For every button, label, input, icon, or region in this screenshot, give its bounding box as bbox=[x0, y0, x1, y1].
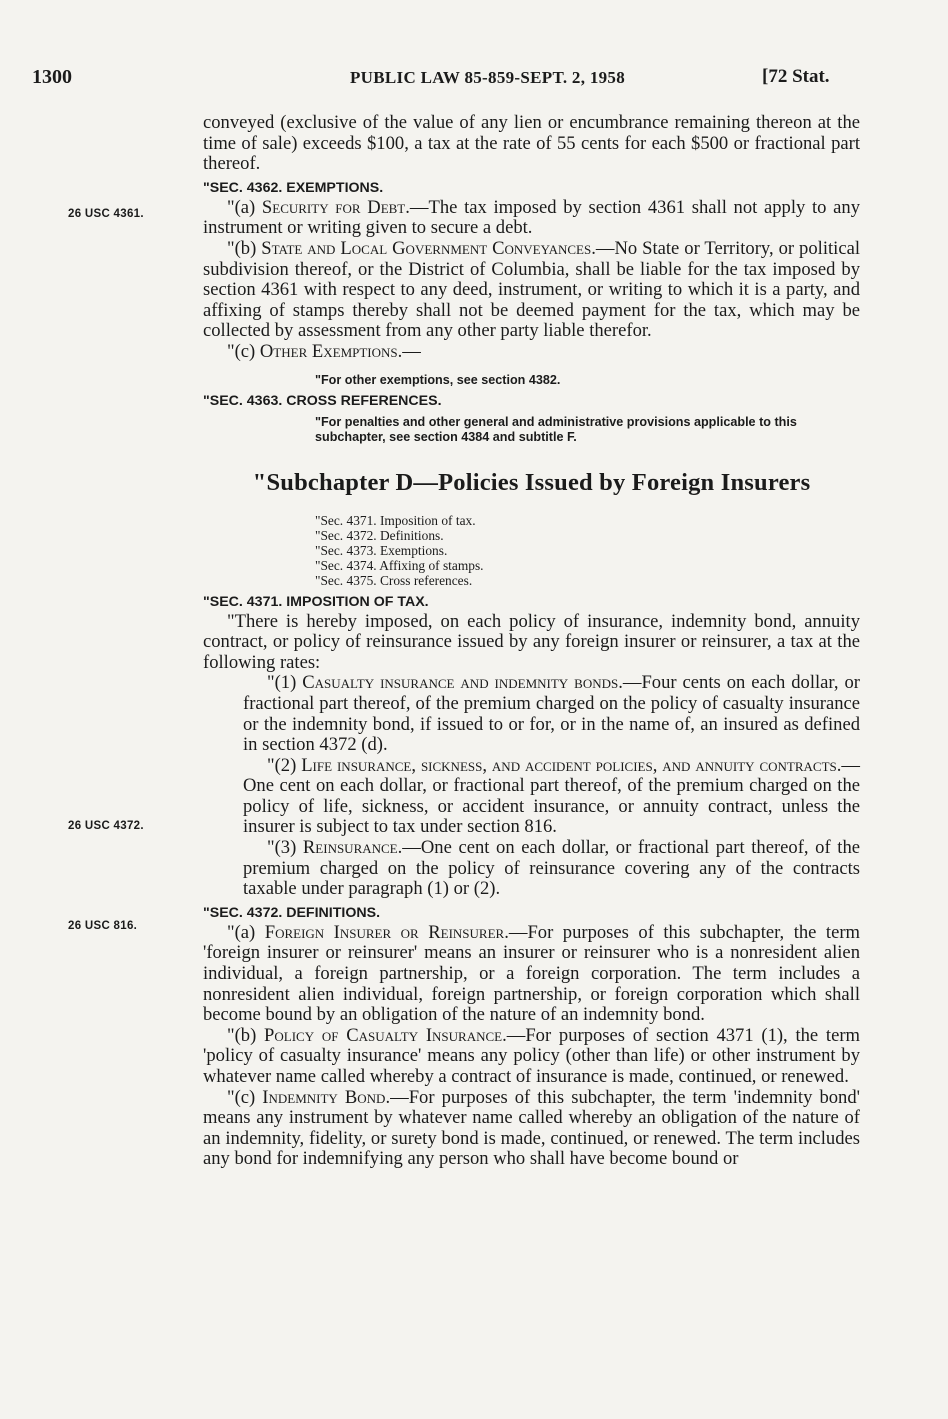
caption: Indemnity Bond. bbox=[262, 1086, 391, 1108]
toc-item: "Sec. 4373. Exemptions. bbox=[315, 542, 448, 558]
main-text bbox=[203, 113, 860, 1170]
toc-item: "Sec. 4374. Affixing of stamps. bbox=[315, 557, 484, 573]
caption: Foreign Insurer or Reinsurer. bbox=[264, 921, 509, 943]
caption: Other Exemptions. bbox=[259, 340, 403, 362]
text: —One cent on each dollar, or fractional part thereof, of the premium charged on the policy of reinsurance covering any of the contracts taxable under paragraph (1) or (2). bbox=[243, 837, 860, 900]
text: —Four cents on each dollar, or fractional part thereof, of the premium charged on the policy of casualty insurance or the indemnity bond, if issued to or for, or in the name of, an insured as defined in section 4372 (d). bbox=[243, 672, 860, 756]
label: "(b) bbox=[227, 1024, 265, 1046]
label: "(2) bbox=[267, 754, 302, 776]
public-law-title: PUBLIC LAW 85-859-SEPT. 2, 1958 bbox=[350, 68, 626, 87]
subchapter-title: "Subchapter D—Policies Issued by Foreign Insurers bbox=[252, 468, 811, 496]
running-header bbox=[0, 66, 948, 96]
section-4372-c bbox=[203, 1088, 860, 1170]
caption: Casualty insurance and indemnity bonds. bbox=[302, 672, 623, 694]
section-4371-heading: "SEC. 4371. IMPOSITION OF TAX. bbox=[203, 593, 429, 610]
text: —For purposes of section 4371 (1), the term 'policy of casualty insurance' means any policy (other than life) or other instrument by whatever name called whereby a contract of insurance is made, continued, or renewed. bbox=[203, 1024, 861, 1087]
label: "(a) bbox=[227, 921, 265, 943]
text: —One cent on each dollar, or fractional part thereof, of the premium charged on the policy of life, sickness, or accident insurance, or annuity contract, unless the insurer is subject to tax under section 816. bbox=[243, 754, 861, 838]
margin-note-usc-4361: 26 USC 4361. bbox=[68, 208, 144, 220]
label: "(c) bbox=[227, 1086, 263, 1108]
caption: Reinsurance. bbox=[302, 837, 403, 859]
toc-item: "Sec. 4375. Cross references. bbox=[315, 572, 473, 588]
section-4371-intro: "There is hereby imposed, on each policy of insurance, indemnity bond, annuity contract, or policy of reinsurance issued by any foreign insurer or reinsurer, a tax at the following rates: bbox=[203, 610, 860, 673]
caption: Security for Debt. bbox=[261, 196, 410, 218]
section-4372-b bbox=[203, 1026, 860, 1088]
section-4371-2 bbox=[243, 756, 860, 838]
section-4372-heading: "SEC. 4372. DEFINITIONS. bbox=[203, 904, 381, 921]
section-4362-c bbox=[203, 342, 860, 363]
section-4362-heading: "SEC. 4362. EXEMPTIONS. bbox=[203, 179, 384, 196]
caption: Life insurance, sickness, and accident policies, and annuity contracts. bbox=[301, 754, 842, 776]
text: —No State or Territory, or political subdivision thereof, or the District of Columbia, shall be liable for the tax imposed by section 4361 with respect to any deed, instrument, or writing to which it is a party, and affixing of stamps thereby shall not be deemed payment for the tax, which may be collected by assessment from any other party liable therefor. bbox=[203, 237, 860, 342]
section-4371-1 bbox=[243, 673, 860, 755]
margin-note-usc-4372: 26 USC 4372. bbox=[68, 820, 144, 832]
section-4362-b bbox=[203, 239, 860, 342]
section-4372-a bbox=[203, 923, 860, 1026]
text: —For purposes of this subchapter, the term 'foreign insurer or reinsurer' means an insurer or reinsurer who is a nonresident alien individual, a foreign partnership, or a foreign corporation. The term includes a nonresident alien individual, foreign partnership, or foreign corporation which shall become bound by an obligation of the nature of an indemnity bond. bbox=[203, 921, 861, 1026]
label: "(1) bbox=[267, 672, 303, 694]
toc-item: "Sec. 4372. Definitions. bbox=[315, 527, 444, 543]
text: —The tax imposed by section 4361 shall not apply to any instrument or writing given to secure a debt. bbox=[203, 196, 861, 239]
section-4362-a bbox=[203, 198, 860, 239]
margin-note-usc-816: 26 USC 816. bbox=[68, 920, 138, 932]
label: "(c) bbox=[227, 340, 260, 362]
section-4363-note: "For penalties and other general and administrative provisions applicable to this subchapter, see section 4384 and subtitle F. bbox=[315, 414, 797, 444]
label: "(b) bbox=[227, 237, 262, 259]
table-of-contents bbox=[315, 513, 860, 588]
label: "(3) bbox=[267, 837, 303, 859]
text: — bbox=[402, 340, 421, 362]
section-4362-c-note: "For other exemptions, see section 4382. bbox=[315, 372, 561, 387]
paragraph-conveyed: conveyed (exclusive of the value of any lien or encumbrance remaining thereon at the time of sale) exceeds $100, a tax at the rate of 55 cents for each $500 or fractional part thereof. bbox=[203, 112, 860, 175]
caption: Policy of Casualty Insurance. bbox=[264, 1024, 507, 1046]
page-number: 1300 bbox=[32, 66, 72, 88]
caption: State and Local Government Conveyances. bbox=[261, 237, 596, 259]
label: "(a) bbox=[227, 196, 262, 218]
text: —For purposes of this subchapter, the term 'indemnity bond' means any instrument by whatever name called whereby an obligation of the nature of an indemnity, fidelity, or surety bond is made, continued, or renewed. The term includes any bond for indemnifying any person who shall have become bound or bbox=[203, 1086, 860, 1170]
toc-item: "Sec. 4371. Imposition of tax. bbox=[315, 512, 476, 528]
statute-reference: [72 Stat. bbox=[762, 66, 830, 87]
section-4363-heading: "SEC. 4363. CROSS REFERENCES. bbox=[203, 392, 442, 409]
section-4371-3 bbox=[243, 838, 860, 900]
